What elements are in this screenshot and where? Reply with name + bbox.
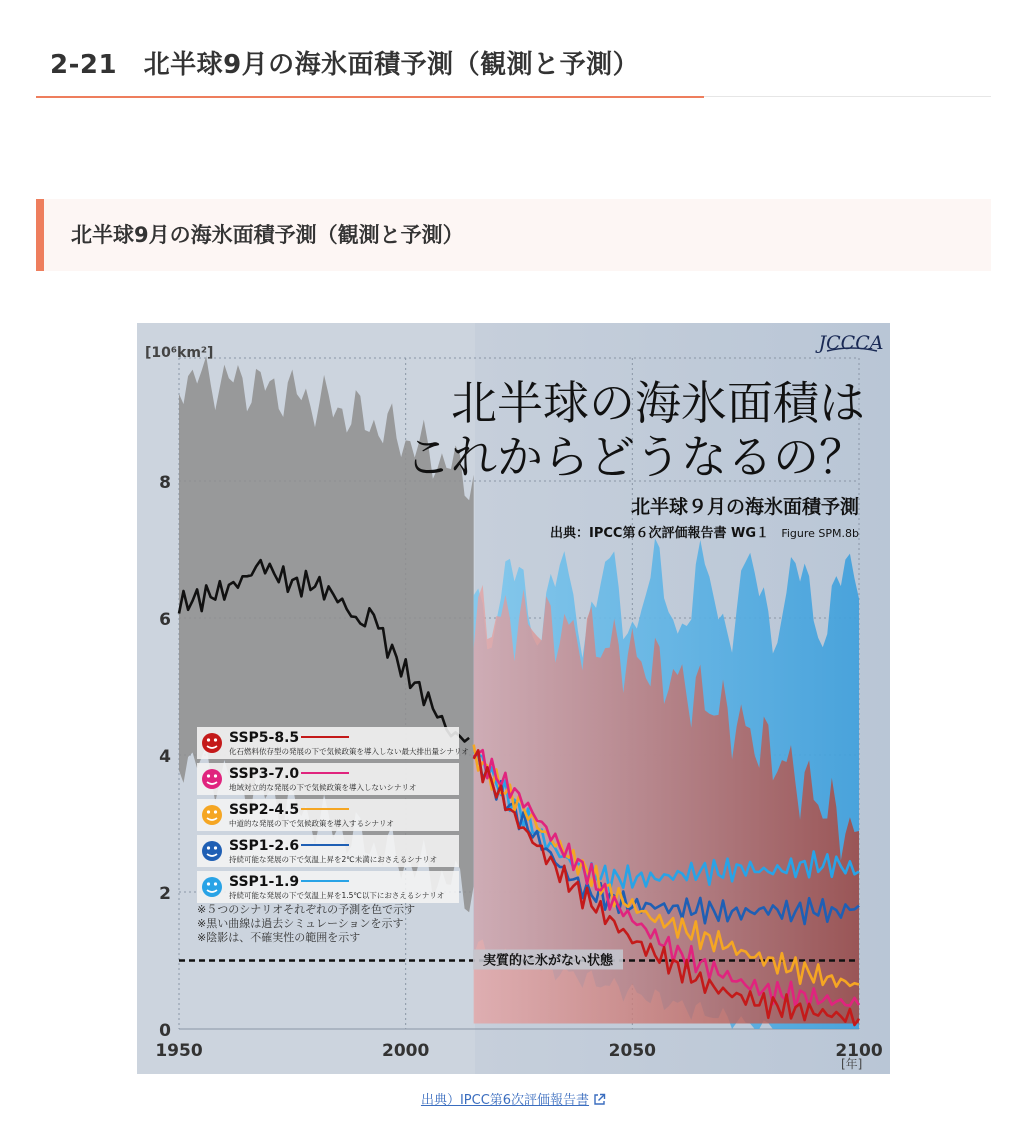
heading-divider-accent bbox=[36, 96, 704, 98]
face-eye bbox=[214, 846, 217, 849]
face-eye bbox=[207, 882, 210, 885]
y-tick-label: 4 bbox=[159, 747, 171, 767]
external-link-icon bbox=[593, 1093, 606, 1106]
legend-item bbox=[197, 871, 459, 903]
x-axis-unit-label: [年] bbox=[841, 1057, 863, 1071]
y-tick-label: 2 bbox=[159, 884, 171, 904]
sea-ice-chart bbox=[137, 323, 890, 1074]
scenario-face-icon bbox=[202, 769, 222, 789]
x-tick-label: 2100 bbox=[835, 1041, 883, 1061]
threshold-label: 実質的に氷がない状態 bbox=[482, 953, 614, 969]
sea-ice-chart-figure bbox=[137, 323, 890, 1074]
legend-item-description: 持続可能な発展の下で気温上昇を2℃未満におさえるシナリオ bbox=[229, 855, 438, 864]
face-eye bbox=[207, 774, 210, 777]
note-line-3: ※陰影は、不確実性の範囲を示す bbox=[197, 931, 361, 944]
y-axis-unit-label: [10⁶km²] bbox=[145, 345, 214, 361]
page-title: 2-21 北半球9月の海氷面積予測（観測と予測） bbox=[50, 50, 640, 80]
figure-title-line2: これからどうなるの？ bbox=[405, 430, 865, 484]
legend-item bbox=[197, 727, 469, 759]
section-heading: 北半球9月の海氷面積予測（観測と予測） bbox=[71, 223, 464, 247]
legend-item-name: SSP1-1.9 bbox=[229, 874, 300, 890]
legend bbox=[197, 727, 469, 903]
jccca-logo bbox=[815, 332, 884, 354]
legend-item-name: SSP2-4.5 bbox=[229, 802, 300, 818]
figure-source: 出典：IPCC第６次評価報告書 WG１ bbox=[550, 526, 769, 541]
face-eye bbox=[214, 738, 217, 741]
x-tick-label: 2000 bbox=[382, 1041, 430, 1061]
section-heading-box bbox=[36, 199, 991, 271]
legend-item-description: 持続可能な発展の下で気温上昇を1.5℃以下におさえるシナリオ bbox=[229, 891, 445, 900]
figure-subtitle: 北半球９月の海氷面積予測 bbox=[630, 496, 859, 518]
y-tick-label: 6 bbox=[159, 610, 171, 630]
legend-item-name: SSP1-2.6 bbox=[229, 838, 300, 854]
figure-title-line1: 北半球の海氷面積は bbox=[451, 376, 865, 430]
y-tick-label: 0 bbox=[159, 1021, 171, 1041]
legend-item bbox=[197, 835, 459, 867]
legend-item bbox=[197, 799, 459, 831]
note-line-2: ※黒い曲線は過去シミュレーションを示す bbox=[197, 917, 404, 930]
figure-source-ref: Figure SPM.8b bbox=[781, 527, 859, 540]
face-eye bbox=[207, 810, 210, 813]
face-eye bbox=[214, 810, 217, 813]
legend-item bbox=[197, 763, 459, 795]
scenario-face-icon bbox=[202, 841, 222, 861]
legend-item-description: 中道的な発展の下で気候政策を導入するシナリオ bbox=[229, 819, 394, 828]
legend-item-name: SSP3-7.0 bbox=[229, 766, 300, 782]
x-tick-label: 2050 bbox=[608, 1041, 656, 1061]
logo-text: JCCCA bbox=[818, 332, 884, 354]
scenario-face-icon bbox=[202, 733, 222, 753]
face-eye bbox=[214, 774, 217, 777]
face-eye bbox=[207, 846, 210, 849]
source-link-text: 出典）IPCC第6次評価報告書 bbox=[420, 1093, 590, 1108]
face-eye bbox=[214, 882, 217, 885]
legend-item-name: SSP5-8.5 bbox=[229, 730, 300, 746]
face-eye bbox=[207, 738, 210, 741]
legend-item-description: 化石燃料依存型の発展の下で気候政策を導入しない最大排出量シナリオ bbox=[229, 747, 469, 756]
x-tick-label: 1950 bbox=[155, 1041, 203, 1061]
caption bbox=[0, 1089, 1027, 1108]
scenario-face-icon bbox=[202, 805, 222, 825]
note-line-1: ※５つのシナリオそれぞれの予測を色で示す bbox=[197, 903, 416, 916]
scenario-face-icon bbox=[202, 877, 222, 897]
legend-item-description: 地域対立的な発展の下で気候政策を導入しないシナリオ bbox=[229, 783, 417, 792]
source-link[interactable] bbox=[421, 1093, 606, 1108]
y-tick-label: 8 bbox=[159, 473, 171, 493]
